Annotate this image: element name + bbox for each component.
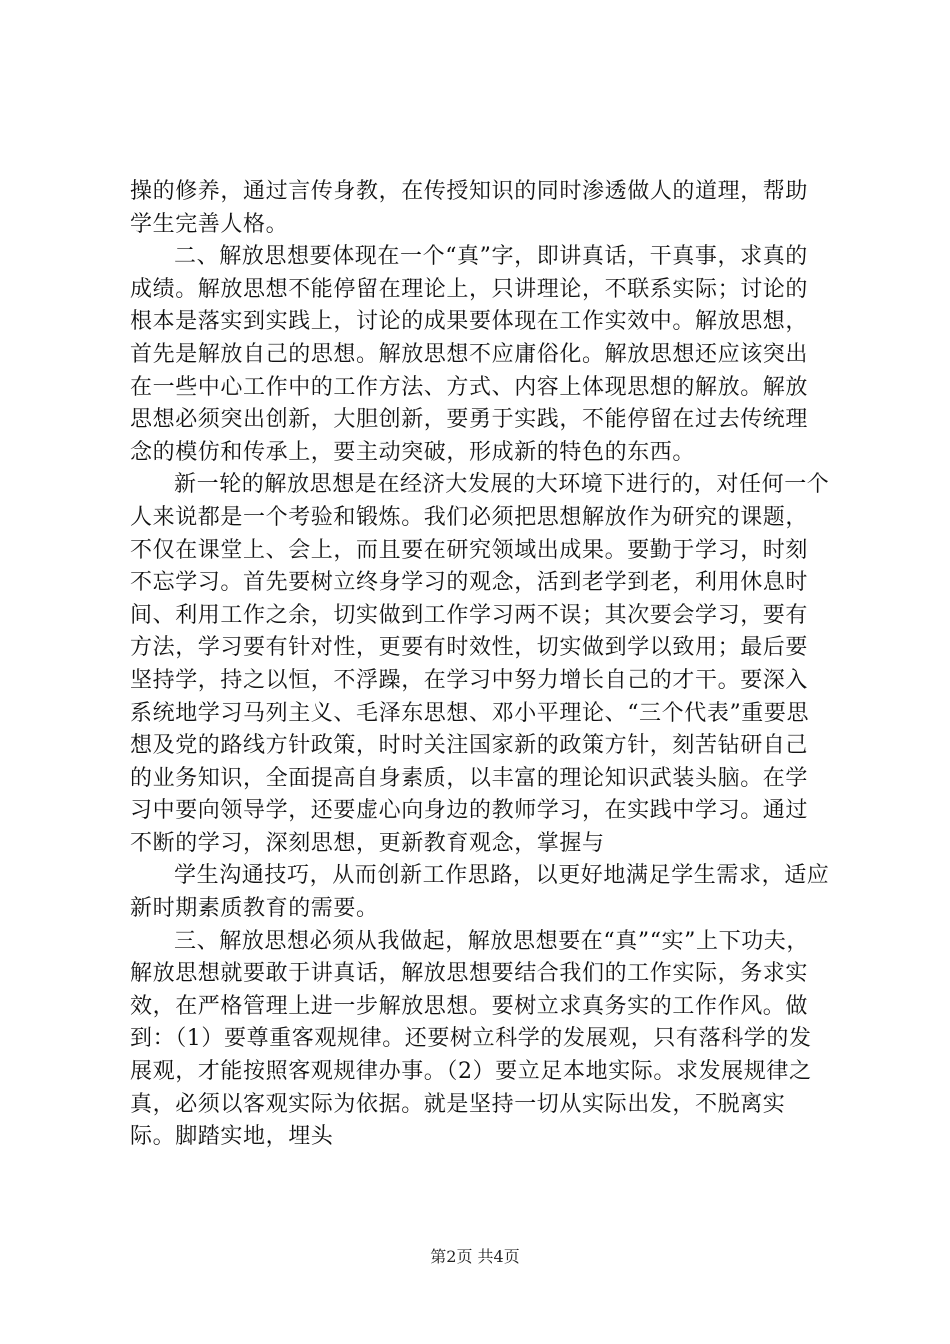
paragraph-1: 操的修养，通过言传身教，在传授知识的同时渗透做人的道理，帮助学生完善人格。 [130, 179, 809, 237]
page-number-footer: 第2页 共4页 [430, 1247, 520, 1266]
paragraph-4: 学生沟通技巧，从而创新工作思路，以更好地满足学生需求，适应新时期素质教育的需要。 [130, 863, 830, 922]
paragraph-3: 新一轮的解放思想是在经济大发展的大环境下进行的，对任何一个人来说都是一个考验和锻炼。我们必须把思想解放作为研究的课题，不仅在课堂上、会上，而且要在研究领域出成果。要勤于学习，时刻不忘学习。首先要树立终身学习的观念，活到老学到老，利用休息时间、利用工作之余，切实做到工作学习两不误；其次要会学习，要有方法，学习要有针对性，更要有时效性，切实做到学以致用；最后要坚持学，持之以恒，不浮躁，在学习中努力增长自己的才干。要深入系统地学习马列主义、毛泽东思想、邓小平理论、“三个代表”重要思想及党的路线方针政策，时时关注国家新的政策方针，刻苦钻研自己的业务知识，全面提高自身素质，以丰富的理论知识武装头脑。在学习中要向领导学，还要虚心向身边的教师学习，在实践中学习。通过不断的学习，深刻思想，更新教育观念，掌握与 [130, 472, 830, 856]
paragraph-2: 二、解放思想要体现在一个“真”字，即讲真话，干真事，求真的成绩。解放思想不能停留在理论上，只讲理论，不联系实际；讨论的根本是落实到实践上，讨论的成果要体现在工作实效中。解放思想，首先是解放自己的思想。解放思想不应庸俗化。解放思想还应该突出在一些中心工作中的工作方法、方式、内容上体现思想的解放。解放思想必须突出创新，大胆创新，要勇于实践，不能停留在过去传统理念的模仿和传承上，要主动突破，形成新的特色的东西。 [130, 244, 809, 465]
document-body [130, 176, 830, 1154]
paragraph-5: 三、解放思想必须从我做起，解放思想要在“真”“实”上下功夫，解放思想就要敢于讲真话，解放思想要结合我们的工作实际，务求实效，在严格管理上进一步解放思想。要树立求真务实的工作作风。做到：（1）要尊重客观规律。还要树立科学的发展观，只有落科学的发展观，才能按照客观规律办事。（2）要立足本地实际。求发展规律之真，必须以客观实际为依据。就是坚持一切从实际出发，不脱离实际。脚踏实地，埋头 [130, 928, 812, 1150]
